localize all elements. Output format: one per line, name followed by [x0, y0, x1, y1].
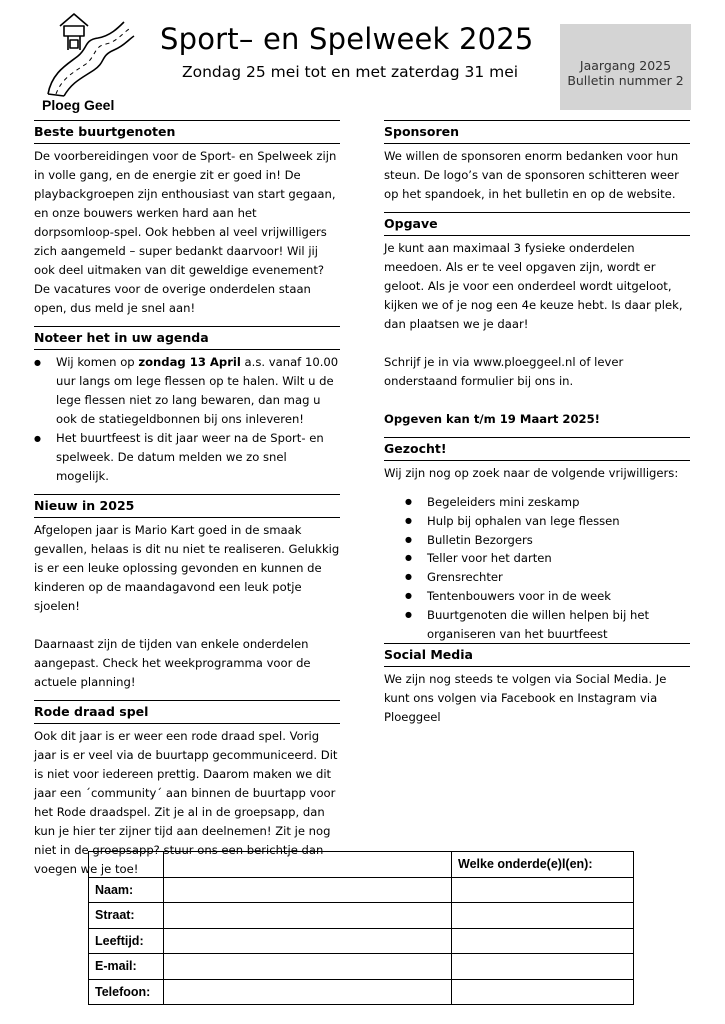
onderdeel-field[interactable]: [452, 928, 634, 954]
form-label-straat: Straat:: [89, 903, 164, 929]
section-heading-agenda: Noteer het in uw agenda: [34, 326, 340, 350]
form-column-header: Welke onderde(e)l(en):: [452, 852, 634, 878]
list-item: ● Bulletin Bezorgers: [384, 531, 690, 550]
form-label-leeftijd: Leeftijd:: [89, 928, 164, 954]
volume-label: Jaargang 2025: [579, 58, 672, 73]
section-heading-social: Social Media: [384, 643, 690, 667]
page-subtitle: Zondag 25 mei tot en met zaterdag 31 mei: [182, 63, 519, 81]
email-field[interactable]: [164, 954, 452, 980]
registration-form: [88, 851, 634, 1005]
bulletin-info-box: [560, 24, 691, 110]
section-text-opgave-2: Schrijf je in via www.ploeggeel.nl of lever onderstaand formulier bij ons in.: [384, 355, 624, 388]
list-item: ● Teller voor het darten: [384, 549, 690, 568]
page-title: Sport– en Spelweek 2025: [160, 22, 534, 56]
telefoon-field[interactable]: [164, 979, 452, 1005]
list-item: ● Het buurtfeest is dit jaar weer na de Sport- en spelweek. De datum melden we zo snel mogelijk.: [34, 429, 340, 486]
table-row: [89, 979, 634, 1005]
list-item: ● Begeleiders mini zeskamp: [384, 493, 690, 512]
onderdeel-field[interactable]: [452, 954, 634, 980]
section-heading-sponsoren: Sponsoren: [384, 120, 690, 144]
table-row: [89, 852, 634, 878]
list-item: ● Wij komen op zondag 13 April a.s. vanaf 10.00 uur langs om lege flessen op te halen. Wilt u de lege flessen niet zo lang bewaren, dan mag u ook de statiegeldbonnen bij ons inleveren!: [34, 353, 340, 429]
section-text-gezocht: Wij zijn nog op zoek naar de volgende vrijwilligers:: [384, 466, 679, 480]
naam-field[interactable]: [164, 877, 452, 903]
section-text-nieuw-1: Afgelopen jaar is Mario Kart goed in de smaak gevallen, helaas is dit nu niet te realiseren. Gelukkig is er een leuke oplossing gevonden en kunnen de kinderen op de maandagavond een leuk potje sjoelen!: [34, 523, 340, 613]
logo-label: Ploeg Geel: [42, 97, 115, 113]
right-column: [384, 120, 690, 727]
leeftijd-field[interactable]: [164, 928, 452, 954]
agenda-list: [34, 353, 340, 486]
section-heading-nieuw: Nieuw in 2025: [34, 494, 340, 518]
section-text-nieuw-2: Daarnaast zijn de tijden van enkele onderdelen aangepast. Check het weekprogramma voor de actuele planning!: [34, 637, 311, 689]
table-row: [89, 954, 634, 980]
list-item: ● Grensrechter: [384, 568, 690, 587]
section-text-buurtgenoten: De voorbereidingen voor de Sport- en Spelweek zijn in volle gang, en de energie zit er goed in! De playbackgroepen zijn enthousiast van start gegaan, en onze bouwers werken hard aan het dorpsomloop-spel. Ook hebben al veel vrijwilligers zich aangemeld – super bedankt daarvoor! Wil jij ook deel uitmaken van dit geweldige evenement? De vacatures voor de overige onderdelen staan open, dus meld je snel aan!: [34, 149, 337, 315]
form-label-telefoon: Telefoon:: [89, 979, 164, 1005]
onderdeel-field[interactable]: [452, 877, 634, 903]
table-row: [89, 928, 634, 954]
section-text-rode-draad: Ook dit jaar is er weer een rode draad spel. Vorig jaar is er veel via de buurtapp gecommuniceerd. Dit is niet voor iedereen prettig. Daarom maken we dit jaar een ´community´ aan binnen de buurtapp voor het Rode draadspel. Zit je al in de groepsapp, dan kun je hier ter zijner tijd aan deelnemen! Zit je nog niet in de groepsapp? stuur ons een berichtje dan voegen we je toe!: [34, 729, 338, 876]
table-row: [89, 877, 634, 903]
form-label-naam: Naam:: [89, 877, 164, 903]
left-column: [34, 120, 340, 879]
table-row: [89, 903, 634, 929]
section-heading-gezocht: Gezocht!: [384, 437, 690, 461]
list-item: ● Tentenbouwers voor in de week: [384, 587, 690, 606]
bulletin-number: Bulletin nummer 2: [567, 73, 684, 88]
onderdeel-field[interactable]: [452, 979, 634, 1005]
section-heading-buurtgenoten: Beste buurtgenoten: [34, 120, 340, 144]
form-field[interactable]: [164, 852, 452, 878]
form-label-email: E-mail:: [89, 954, 164, 980]
list-item: ● Buurtgenoten die willen helpen bij het organiseren van het buurtfeest: [384, 606, 690, 644]
section-text-opgave-1: Je kunt aan maximaal 3 fysieke onderdelen meedoen. Als er te veel opgaven zijn, wordt er geloot. Als je voor een onderdeel wordt uitgeloot, kijken we of je nog een 4e keuze hebt. Is daar plek, dan plaatsen we je daar!: [384, 241, 683, 331]
straat-field[interactable]: [164, 903, 452, 929]
deadline-text: Opgeven kan t/m 19 Maart 2025!: [384, 412, 600, 426]
list-item: ● Hulp bij ophalen van lege flessen: [384, 512, 690, 531]
section-heading-opgave: Opgave: [384, 212, 690, 236]
section-heading-rode-draad: Rode draad spel: [34, 700, 340, 724]
volunteer-list: [384, 493, 690, 643]
section-text-social: We zijn nog steeds te volgen via Social Media. Je kunt ons volgen via Facebook en Instagram via Ploeggeel: [384, 672, 667, 725]
section-text-sponsoren: We willen de sponsoren enorm bedanken voor hun steun. De logo’s van de sponsoren schitteren weer op het spandoek, in het bulletin en op de website.: [384, 149, 679, 201]
onderdeel-field[interactable]: [452, 903, 634, 929]
